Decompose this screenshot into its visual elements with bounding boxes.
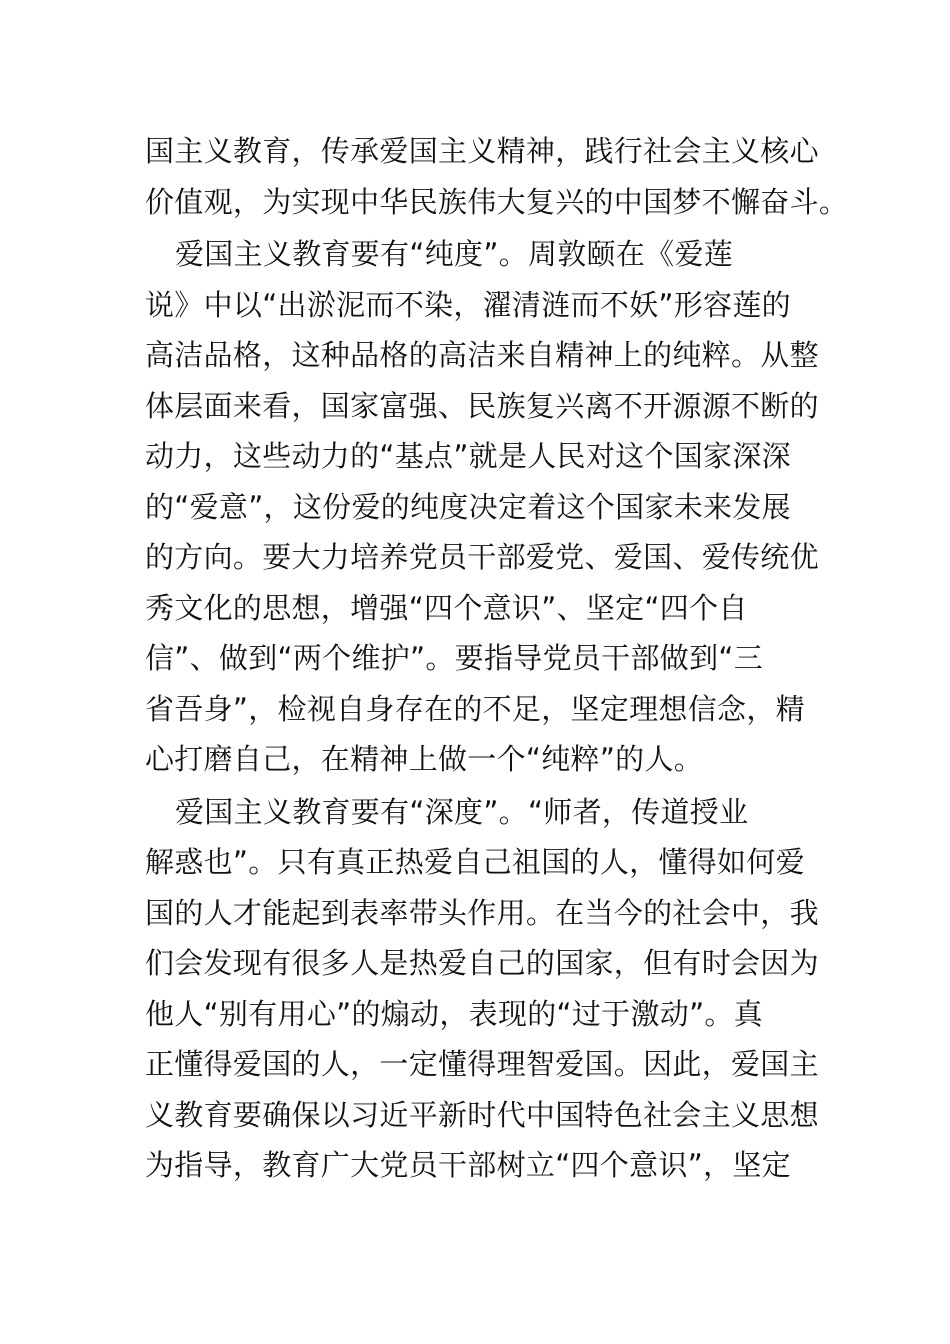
text-line: 国的人才能起到表率带头作用。在当今的社会中，我 (145, 895, 819, 930)
text-line: 的“爱意”，这份爱的纯度决定着这个国家未来发展 (145, 489, 791, 524)
text-line: 正懂得爱国的人，一定懂得理智爱国。因此，爱国主 (145, 1047, 819, 1081)
text-line: 动力，这些动力的“基点”就是人民对这个国家深深 (145, 439, 791, 473)
text-line: 为指导，教育广大党员干部树立“四个意识”，坚定 (145, 1148, 791, 1182)
text-line: 秀文化的思想，增强“四个意识”、坚定“四个自 (145, 590, 748, 625)
text-line: 们会发现有很多人是热爱自己的国家，但有时会因为 (145, 946, 819, 980)
text-line: 高洁品格，这种品格的高洁来自精神上的纯粹。从整 (145, 338, 819, 372)
text-line: 信”、做到“两个维护”。要指导党员干部做到“三 (145, 641, 763, 675)
text-line: 义教育要确保以习近平新时代中国特色社会主义思想 (145, 1097, 819, 1132)
text-line: 省吾身”，检视自身存在的不足，坚定理想信念，精 (145, 691, 805, 726)
text-line: 他人“别有用心”的煽动，表现的“过于激动”。真 (145, 996, 763, 1031)
paragraph-start-line: 爱国主义教育要有“纯度”。周敦颐在《爱莲 (175, 237, 734, 271)
text-line: 体层面来看，国家富强、民族复兴离不开源源不断的 (145, 388, 819, 423)
text-line: 解惑也”。只有真正热爱自己祖国的人，懂得如何爱 (145, 845, 805, 879)
text-line: 的方向。要大力培养党员干部爱党、爱国、爱传统优 (145, 540, 819, 574)
text-line: 心打磨自己，在精神上做一个“纯粹”的人。 (145, 742, 704, 776)
text-line: 国主义教育，传承爱国主义精神，践行社会主义核心 (145, 134, 819, 168)
paragraph-start-line: 爱国主义教育要有“深度”。“师者，传道授业 (175, 794, 749, 829)
text-line: 价值观，为实现中华民族伟大复兴的中国梦不懈奋斗。 (145, 184, 849, 219)
body-text (145, 126, 849, 1191)
text-line: 说》中以“出淤泥而不染，濯清涟而不妖”形容莲的 (145, 287, 791, 322)
